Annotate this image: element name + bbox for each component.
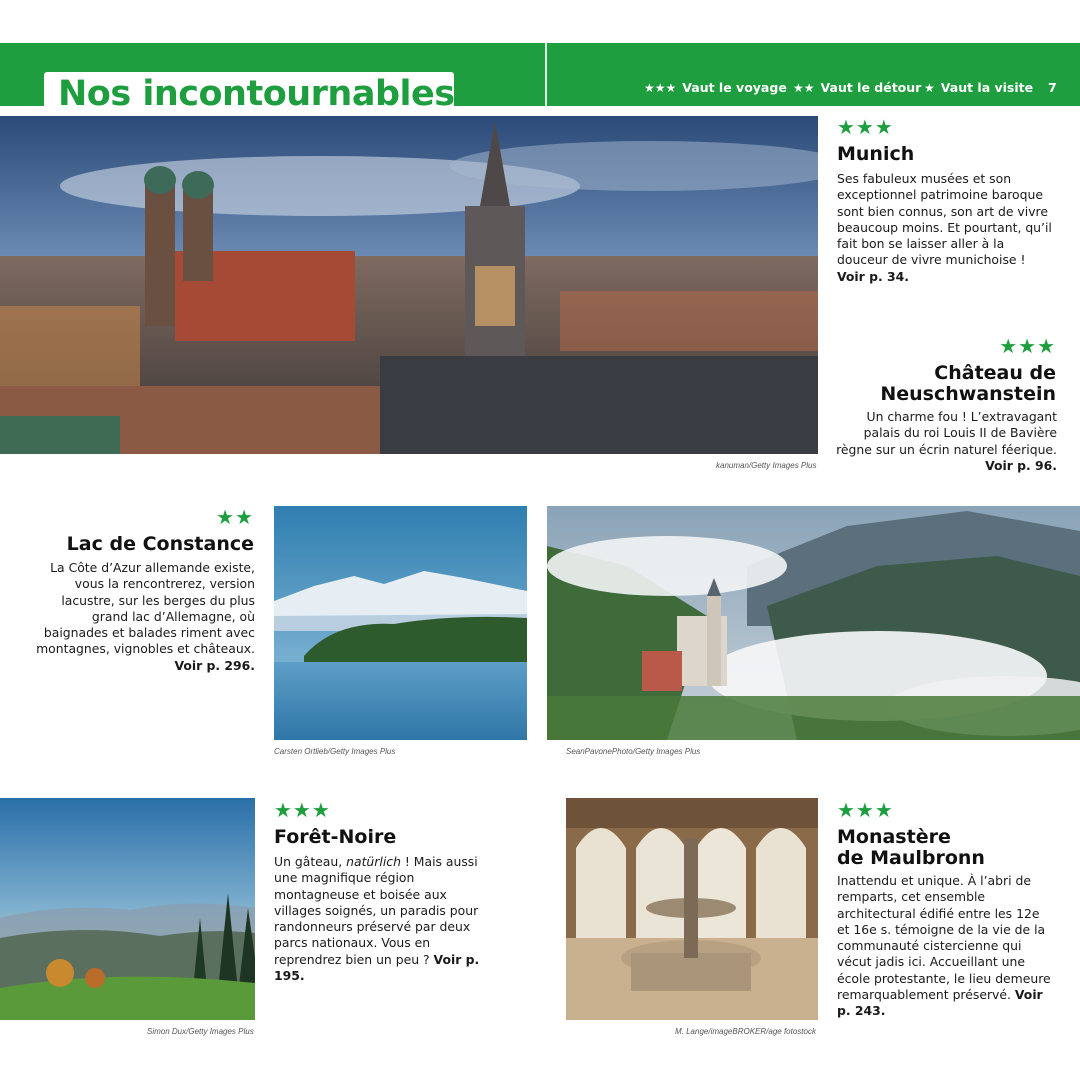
black-forest-photo [0, 798, 255, 1020]
entry-text-munich: Ses fabuleux musées et son exceptionnel patrimoine baroque sont bien connus, son art de vivre beaucoup moins. Et pourtant, qu’il fait bon se laisser aller à la douceur de vivre munichoise ! Voir p. 34. [837, 171, 1052, 284]
page-link: Voir p. 195. [274, 951, 480, 984]
two-stars-icon: ★★ [793, 81, 815, 95]
photo-credit: SeanPavonePhoto/Getty Images Plus [566, 747, 701, 756]
page-link: Voir p. 243. [837, 987, 1043, 1019]
legend-item-detour [793, 80, 921, 96]
entry-text-maulbronn: Inattendu et unique. À l’abri de remparts, cet ensemble architectural édifié entre les 12e et 16e s. témoigne de la vie de la communauté cistercienne qui vécut jadis ici. Accueillant une école protestante, le lieu demeure remarquablement préservé. Voir p. 243. [837, 873, 1051, 1019]
page-fold [545, 43, 547, 106]
rating-stars-icon: ★★★ [999, 334, 1056, 358]
page-title: Nos incontournables [58, 74, 455, 114]
entry-title-foret-noire: Forêt-Noire [274, 826, 397, 848]
entry-title-maulbronn: Monastère de Maulbronn [837, 826, 985, 869]
legend-item-visite [924, 80, 1033, 96]
lake-constance-photo [274, 506, 527, 740]
entry-text-neuschwanstein: Un charme fou ! L’extravagant palais du roi Louis II de Bavière règne sur un écrin naturel féerique. Voir p. 96. [836, 409, 1057, 473]
rating-stars-icon: ★★ [216, 505, 254, 529]
page-link: Voir p. 96. [985, 457, 1057, 473]
photo-credit: kanuman/Getty Images Plus [716, 461, 817, 470]
neuschwanstein-photo [547, 506, 1080, 740]
rating-stars-icon: ★★★ [274, 798, 331, 822]
three-stars-icon: ★★★ [644, 81, 677, 95]
page-link: Voir p. 34. [837, 268, 909, 284]
entry-text-foret-noire: Un gâteau, natürlich ! Mais aussi une magnifique région montagneuse et boisée aux villages soignés, un paradis pour randonneurs préservé par deux parcs nationaux. Vous en reprendrez bien un peu ? Voir p. 195. [274, 854, 480, 984]
legend-item-voyage [644, 80, 787, 96]
rating-stars-icon: ★★★ [837, 115, 894, 139]
entry-title-neuschwanstein: Château de Neuschwanstein [880, 362, 1056, 405]
munich-photo [0, 116, 818, 454]
photo-credit: Carsten Ortlieb/Getty Images Plus [274, 747, 396, 756]
page-number: 7 [1048, 80, 1057, 95]
photo-credit: M. Lange/imageBROKER/age fotostock [675, 1027, 816, 1036]
star-icon: ★ [924, 81, 935, 95]
entry-title-constance: Lac de Constance [66, 533, 254, 555]
legend-label: Vaut le voyage [682, 80, 787, 95]
entry-text-constance: La Côte d’Azur allemande existe, vous la rencontrerez, version lacustre, sur les berges du plus grand lac d’Allemagne, où baignades et balades riment avec montagnes, vignobles et châteaux. Voir p. 296. [36, 560, 255, 673]
photo-credit: Simon Dux/Getty Images Plus [147, 1027, 254, 1036]
legend-label: Vaut le détour [820, 80, 922, 95]
entry-title-munich: Munich [837, 143, 915, 165]
legend-label: Vaut la visite [940, 80, 1034, 95]
rating-stars-icon: ★★★ [837, 798, 894, 822]
maulbronn-photo [566, 798, 818, 1020]
page-link: Voir p. 296. [174, 657, 255, 673]
